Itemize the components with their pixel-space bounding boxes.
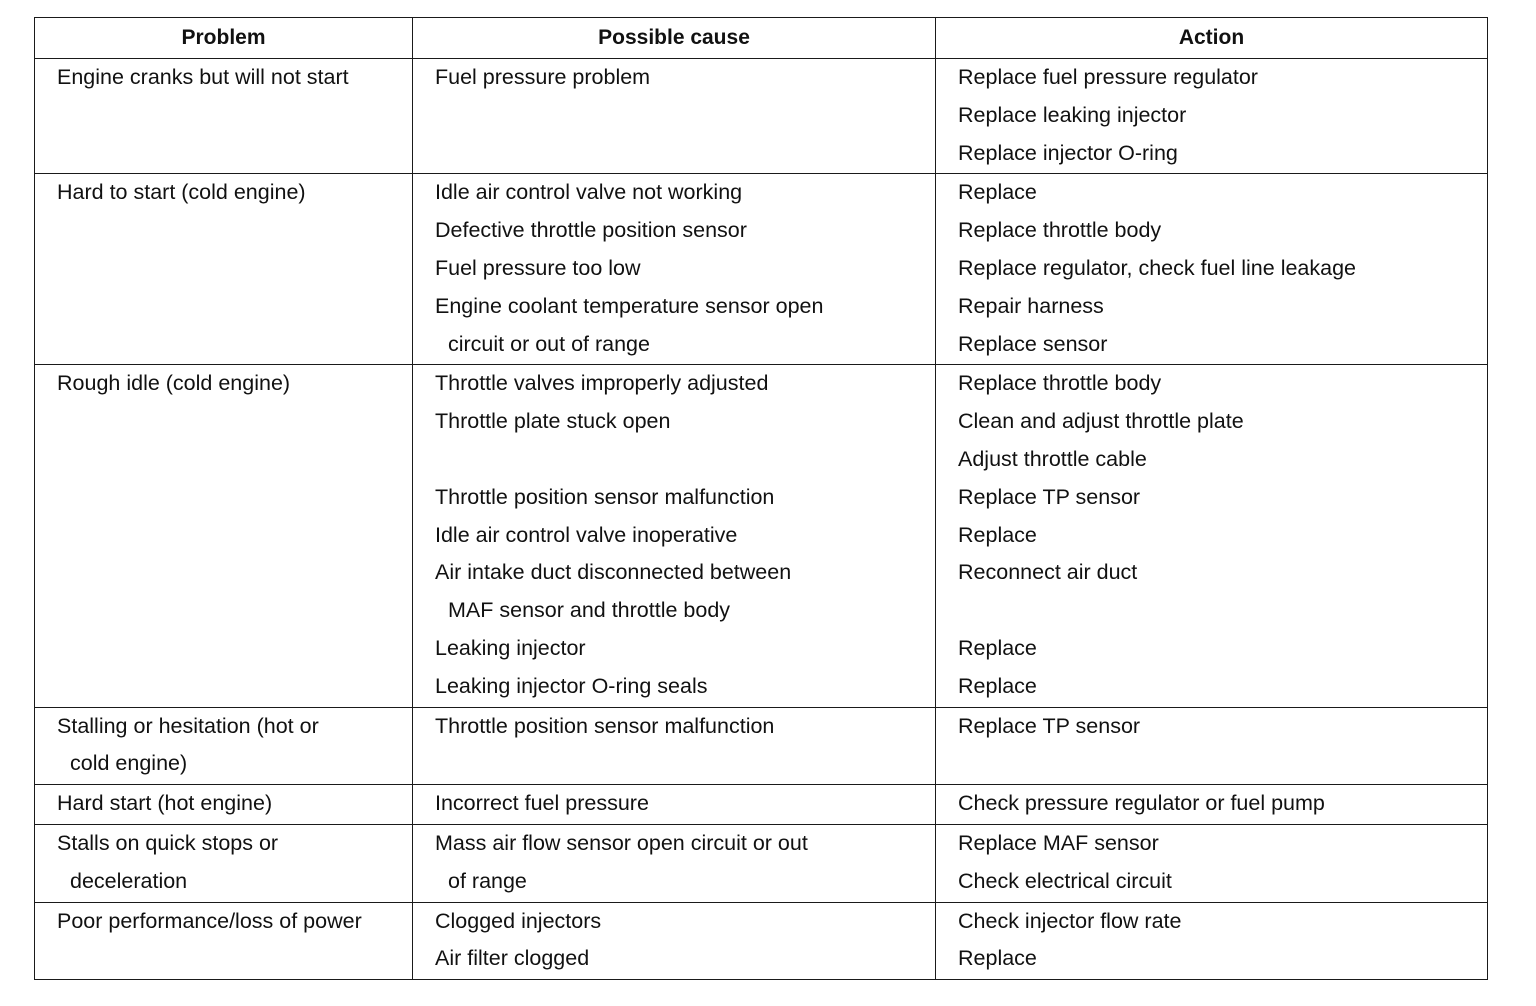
- cause-text: circuit or out of range: [448, 331, 650, 356]
- cause-cell: [413, 785, 936, 825]
- cause-cell: [413, 824, 936, 902]
- table-row: [35, 174, 1488, 365]
- action-text: Replace: [958, 946, 1037, 971]
- problem-cell: [35, 785, 413, 825]
- cause-cell: [413, 902, 936, 980]
- action-text: Replace: [958, 635, 1037, 660]
- table-row: [35, 824, 1488, 902]
- action-text: Repair harness: [958, 293, 1104, 318]
- cause-text: Mass air flow sensor open circuit or out: [435, 830, 808, 855]
- action-text: Replace sensor: [958, 331, 1108, 356]
- action-cell: [936, 902, 1488, 980]
- cause-text: MAF sensor and throttle body: [448, 598, 731, 623]
- cause-text: Throttle plate stuck open: [435, 409, 671, 434]
- action-text: Replace: [958, 522, 1037, 547]
- action-text: Replace MAF sensor: [958, 830, 1159, 855]
- action-text: Replace injector O-ring: [958, 140, 1178, 165]
- action-cell: [936, 785, 1488, 825]
- action-text: Replace throttle body: [958, 371, 1162, 396]
- action-text: Replace fuel pressure regulator: [958, 65, 1258, 89]
- action-text: Check electrical circuit: [958, 868, 1172, 893]
- problem-cell: [35, 174, 413, 365]
- action-text: Check injector flow rate: [958, 908, 1182, 933]
- cause-text: Idle air control valve inoperative: [435, 522, 738, 547]
- action-text: Check pressure regulator or fuel pump: [958, 791, 1325, 816]
- cause-text: Leaking injector O-ring seals: [435, 673, 708, 698]
- cause-cell: [413, 707, 936, 785]
- cause-text: Air intake duct disconnected between: [435, 560, 792, 585]
- cause-cell: [413, 174, 936, 365]
- problem-cell: [35, 902, 413, 980]
- table-body: [35, 59, 1488, 980]
- cause-text: Leaking injector: [435, 635, 586, 660]
- problem-text: Hard to start (cold engine): [57, 180, 306, 205]
- table-row: [35, 902, 1488, 980]
- problem-text: cold engine): [70, 751, 188, 776]
- problem-cell: [35, 365, 413, 707]
- action-text: Replace: [958, 180, 1037, 205]
- action-text: Replace: [958, 673, 1037, 698]
- cause-text: Throttle position sensor malfunction: [435, 484, 775, 509]
- action-text: Replace throttle body: [958, 218, 1162, 243]
- problem-cell: [35, 707, 413, 785]
- table-row: [35, 365, 1488, 707]
- action-text: Replace TP sensor: [958, 713, 1141, 738]
- problem-text: Hard start (hot engine): [57, 791, 273, 816]
- problem-text: Rough idle (cold engine): [57, 371, 291, 396]
- problem-cell: [35, 59, 413, 174]
- header-row: [35, 18, 1488, 59]
- problem-text: Stalls on quick stops or: [57, 830, 279, 855]
- action-text: Replace TP sensor: [958, 484, 1141, 509]
- cause-text: Clogged injectors: [435, 908, 602, 933]
- header-action: Action: [936, 18, 1488, 59]
- action-cell: [936, 174, 1488, 365]
- action-cell: [936, 59, 1488, 174]
- problem-text: Engine cranks but will not start: [57, 65, 349, 89]
- action-cell: [936, 365, 1488, 707]
- problem-text: Poor performance/loss of power: [57, 908, 362, 933]
- cause-text: Air filter clogged: [435, 946, 590, 971]
- cause-text: Fuel pressure too low: [435, 255, 641, 280]
- cause-text: Fuel pressure problem: [435, 65, 651, 89]
- cause-text: Engine coolant temperature sensor open: [435, 293, 824, 318]
- action-text: Adjust throttle cable: [958, 446, 1147, 471]
- action-text: Clean and adjust throttle plate: [958, 409, 1244, 434]
- cause-text: Throttle position sensor malfunction: [435, 713, 775, 738]
- action-text: Replace leaking injector: [958, 102, 1187, 127]
- header-possible-cause: Possible cause: [413, 18, 936, 59]
- cause-cell: [413, 59, 936, 174]
- cause-text: Idle air control valve not working: [435, 180, 743, 205]
- problem-text: Stalling or hesitation (hot or: [57, 713, 319, 738]
- cause-text: Defective throttle position sensor: [435, 218, 747, 243]
- cause-text: Throttle valves improperly adjusted: [435, 371, 769, 396]
- table-row: [35, 785, 1488, 825]
- troubleshooting-table: [34, 17, 1488, 980]
- action-text: Reconnect air duct: [958, 560, 1138, 585]
- table-row: [35, 707, 1488, 785]
- table-row: [35, 59, 1488, 174]
- action-cell: [936, 824, 1488, 902]
- action-cell: [936, 707, 1488, 785]
- action-text: Replace regulator, check fuel line leakage: [958, 255, 1357, 280]
- problem-cell: [35, 824, 413, 902]
- cause-text: of range: [448, 868, 527, 893]
- cause-cell: [413, 365, 936, 707]
- problem-text: deceleration: [70, 868, 188, 893]
- cause-text: Incorrect fuel pressure: [435, 791, 649, 816]
- header-problem: Problem: [35, 18, 413, 59]
